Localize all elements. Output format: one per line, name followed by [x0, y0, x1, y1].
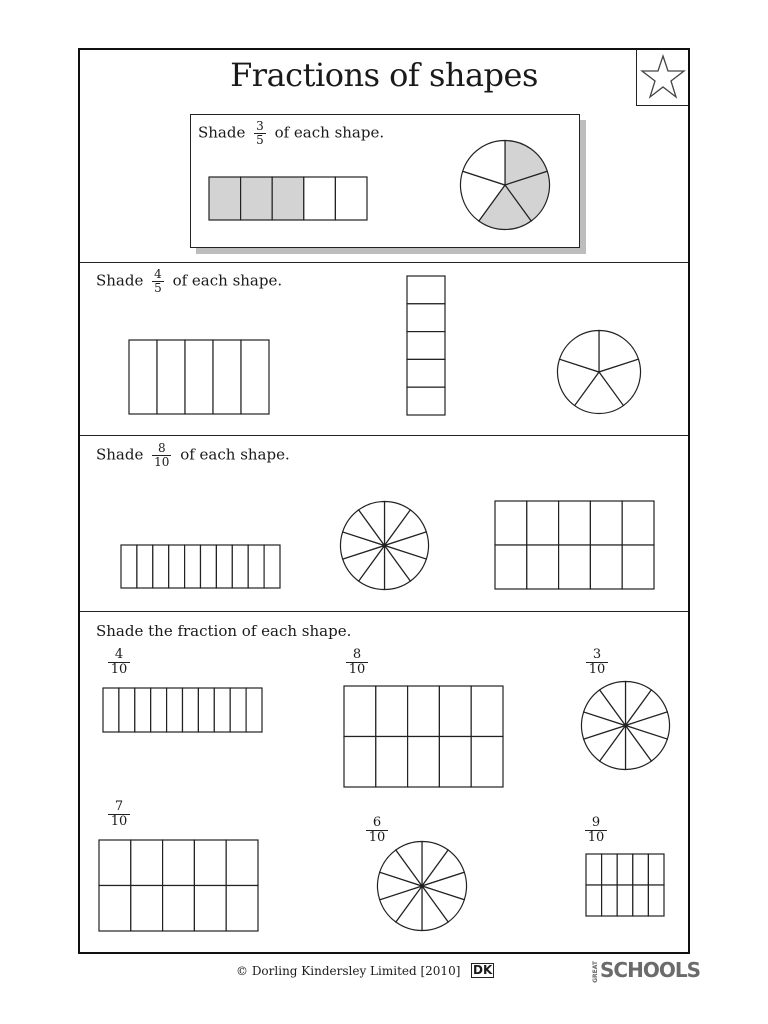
shape-part[interactable]	[232, 545, 248, 588]
fraction-numerator: 4	[154, 267, 162, 281]
instruction-prefix: Shade	[198, 123, 246, 142]
fraction-numerator: 7	[108, 800, 130, 815]
fraction-numerator: 8	[346, 648, 368, 663]
instruction-prefix: Shade	[96, 271, 144, 290]
item3-circle-shape[interactable]	[580, 680, 671, 771]
item3-fraction	[586, 648, 608, 677]
shape-part[interactable]	[201, 545, 217, 588]
fraction-denominator: 10	[110, 662, 128, 677]
fraction-numerator: 4	[108, 648, 130, 663]
copyright-text: © Dorling Kindersley Limited [2010]	[236, 964, 461, 978]
greatschools-logo	[592, 958, 700, 982]
shape-part[interactable]	[527, 545, 559, 589]
shape-part[interactable]	[264, 545, 280, 588]
shape-part[interactable]	[407, 359, 445, 387]
shape-part[interactable]	[131, 840, 163, 886]
section-divider	[80, 611, 688, 612]
shape-part[interactable]	[99, 840, 131, 886]
shape-part[interactable]	[622, 501, 654, 545]
fraction-numerator: 6	[366, 816, 388, 831]
shape-part[interactable]	[344, 686, 376, 737]
shape-part[interactable]	[304, 177, 336, 220]
shape-part[interactable]	[602, 885, 618, 916]
fraction-denominator: 10	[110, 814, 128, 829]
fraction-denominator: 10	[588, 662, 606, 677]
section1-circle-shape[interactable]	[556, 329, 642, 415]
shape-part[interactable]	[241, 340, 269, 414]
shape-part[interactable]	[648, 885, 664, 916]
shape-part[interactable]	[194, 840, 226, 886]
shape-part[interactable]	[559, 545, 591, 589]
item5-circle-shape[interactable]	[376, 840, 468, 932]
shape-part[interactable]	[590, 545, 622, 589]
shape-part[interactable]	[648, 854, 664, 885]
shape-part[interactable]	[99, 886, 131, 932]
shape-part[interactable]	[163, 886, 195, 932]
shape-part[interactable]	[169, 545, 185, 588]
fraction-denominator: 10	[348, 662, 366, 677]
shape-part[interactable]	[590, 501, 622, 545]
section1-bar-shape[interactable]	[128, 339, 270, 415]
shape-part[interactable]	[622, 545, 654, 589]
item4-grid-shape[interactable]	[98, 839, 259, 932]
fraction-numerator: 9	[585, 816, 607, 831]
shape-part[interactable]	[407, 276, 445, 304]
fraction-numerator: 8	[152, 442, 171, 456]
example-instruction	[198, 120, 384, 147]
section1-column-shape[interactable]	[406, 275, 446, 416]
shape-part[interactable]	[194, 886, 226, 932]
shape-part[interactable]	[471, 737, 503, 788]
shape-part[interactable]	[151, 688, 167, 732]
instruction-suffix: of each shape.	[172, 271, 283, 290]
shape-part[interactable]	[137, 545, 153, 588]
logo-small-text: GREAT	[592, 960, 599, 983]
example-circle-shape	[459, 139, 551, 231]
shape-part[interactable]	[157, 340, 185, 414]
shape-part[interactable]	[344, 737, 376, 788]
shape-part[interactable]	[559, 501, 591, 545]
shape-part[interactable]	[617, 885, 633, 916]
shape-part[interactable]	[617, 854, 633, 885]
dk-logo: DK	[473, 963, 493, 977]
shape-part[interactable]	[471, 686, 503, 737]
fraction-denominator: 10	[154, 455, 170, 469]
shape-part[interactable]	[527, 501, 559, 545]
shape-part[interactable]	[216, 545, 232, 588]
shape-part[interactable]	[214, 688, 230, 732]
shape-part[interactable]	[153, 545, 169, 588]
shape-part[interactable]	[135, 688, 151, 732]
item1-fraction	[108, 648, 130, 677]
shape-part[interactable]	[198, 688, 214, 732]
shape-part[interactable]	[376, 686, 408, 737]
shape-part[interactable]	[248, 545, 264, 588]
shape-part[interactable]	[121, 545, 137, 588]
section-divider	[80, 435, 688, 436]
item1-bar-shape[interactable]	[102, 687, 263, 733]
section2-grid-shape[interactable]	[494, 500, 655, 590]
shape-part[interactable]	[602, 854, 618, 885]
fraction	[152, 442, 171, 469]
item2-fraction	[346, 648, 368, 677]
shape-part[interactable]	[495, 545, 527, 589]
section3-instruction: Shade the fraction of each shape.	[96, 622, 352, 640]
star-box	[636, 50, 688, 106]
shape-part[interactable]	[407, 387, 445, 415]
item6-fraction	[585, 816, 607, 845]
fraction-denominator: 5	[256, 133, 264, 147]
instruction-prefix: Shade	[96, 445, 144, 464]
item4-fraction	[108, 800, 130, 829]
section2-instruction	[96, 442, 290, 469]
item2-grid-shape[interactable]	[343, 685, 504, 788]
section-divider	[80, 262, 688, 263]
section2-bar-shape[interactable]	[120, 544, 281, 589]
shape-part[interactable]	[586, 885, 602, 916]
shape-part[interactable]	[183, 688, 199, 732]
example-bar-shape	[208, 176, 368, 221]
shape-part[interactable]	[185, 545, 201, 588]
item6-grid-shape[interactable]	[585, 853, 665, 917]
shape-part[interactable]	[209, 177, 241, 220]
shape-part[interactable]	[167, 688, 183, 732]
shape-part[interactable]	[407, 332, 445, 360]
shape-part[interactable]	[241, 177, 273, 220]
page-title: Fractions of shapes	[230, 56, 538, 94]
shape-part[interactable]	[119, 688, 135, 732]
shape-part[interactable]	[163, 840, 195, 886]
fraction-denominator: 10	[587, 830, 605, 845]
shape-part[interactable]	[272, 177, 304, 220]
shape-part[interactable]	[129, 340, 157, 414]
shape-part[interactable]	[495, 501, 527, 545]
shape-part[interactable]	[408, 686, 440, 737]
section1-instruction	[96, 268, 282, 295]
logo-text: SCHOOLS	[600, 958, 700, 982]
shape-part[interactable]	[633, 885, 649, 916]
shape-part[interactable]	[633, 854, 649, 885]
instruction-suffix: of each shape.	[180, 445, 290, 464]
shape-part[interactable]	[246, 688, 262, 732]
shape-part[interactable]	[407, 304, 445, 332]
fraction	[152, 268, 164, 295]
star-icon	[637, 50, 689, 106]
fraction-numerator: 3	[586, 648, 608, 663]
shape-part[interactable]	[586, 854, 602, 885]
shape-part[interactable]	[439, 686, 471, 737]
fraction-denominator: 5	[154, 281, 162, 295]
shape-part[interactable]	[226, 886, 258, 932]
shape-part[interactable]	[439, 737, 471, 788]
shape-part[interactable]	[376, 737, 408, 788]
section2-circle-shape[interactable]	[339, 500, 430, 591]
shape-part[interactable]	[408, 737, 440, 788]
fraction-numerator: 3	[256, 119, 264, 133]
shape-part[interactable]	[226, 840, 258, 886]
shape-part[interactable]	[103, 688, 119, 732]
shape-part[interactable]	[185, 340, 213, 414]
fraction	[254, 120, 266, 147]
instruction-suffix: of each shape.	[274, 123, 385, 142]
shape-part[interactable]	[230, 688, 246, 732]
shape-part[interactable]	[131, 886, 163, 932]
fraction-denominator: 10	[368, 830, 386, 845]
shape-part[interactable]	[335, 177, 367, 220]
shape-part[interactable]	[213, 340, 241, 414]
